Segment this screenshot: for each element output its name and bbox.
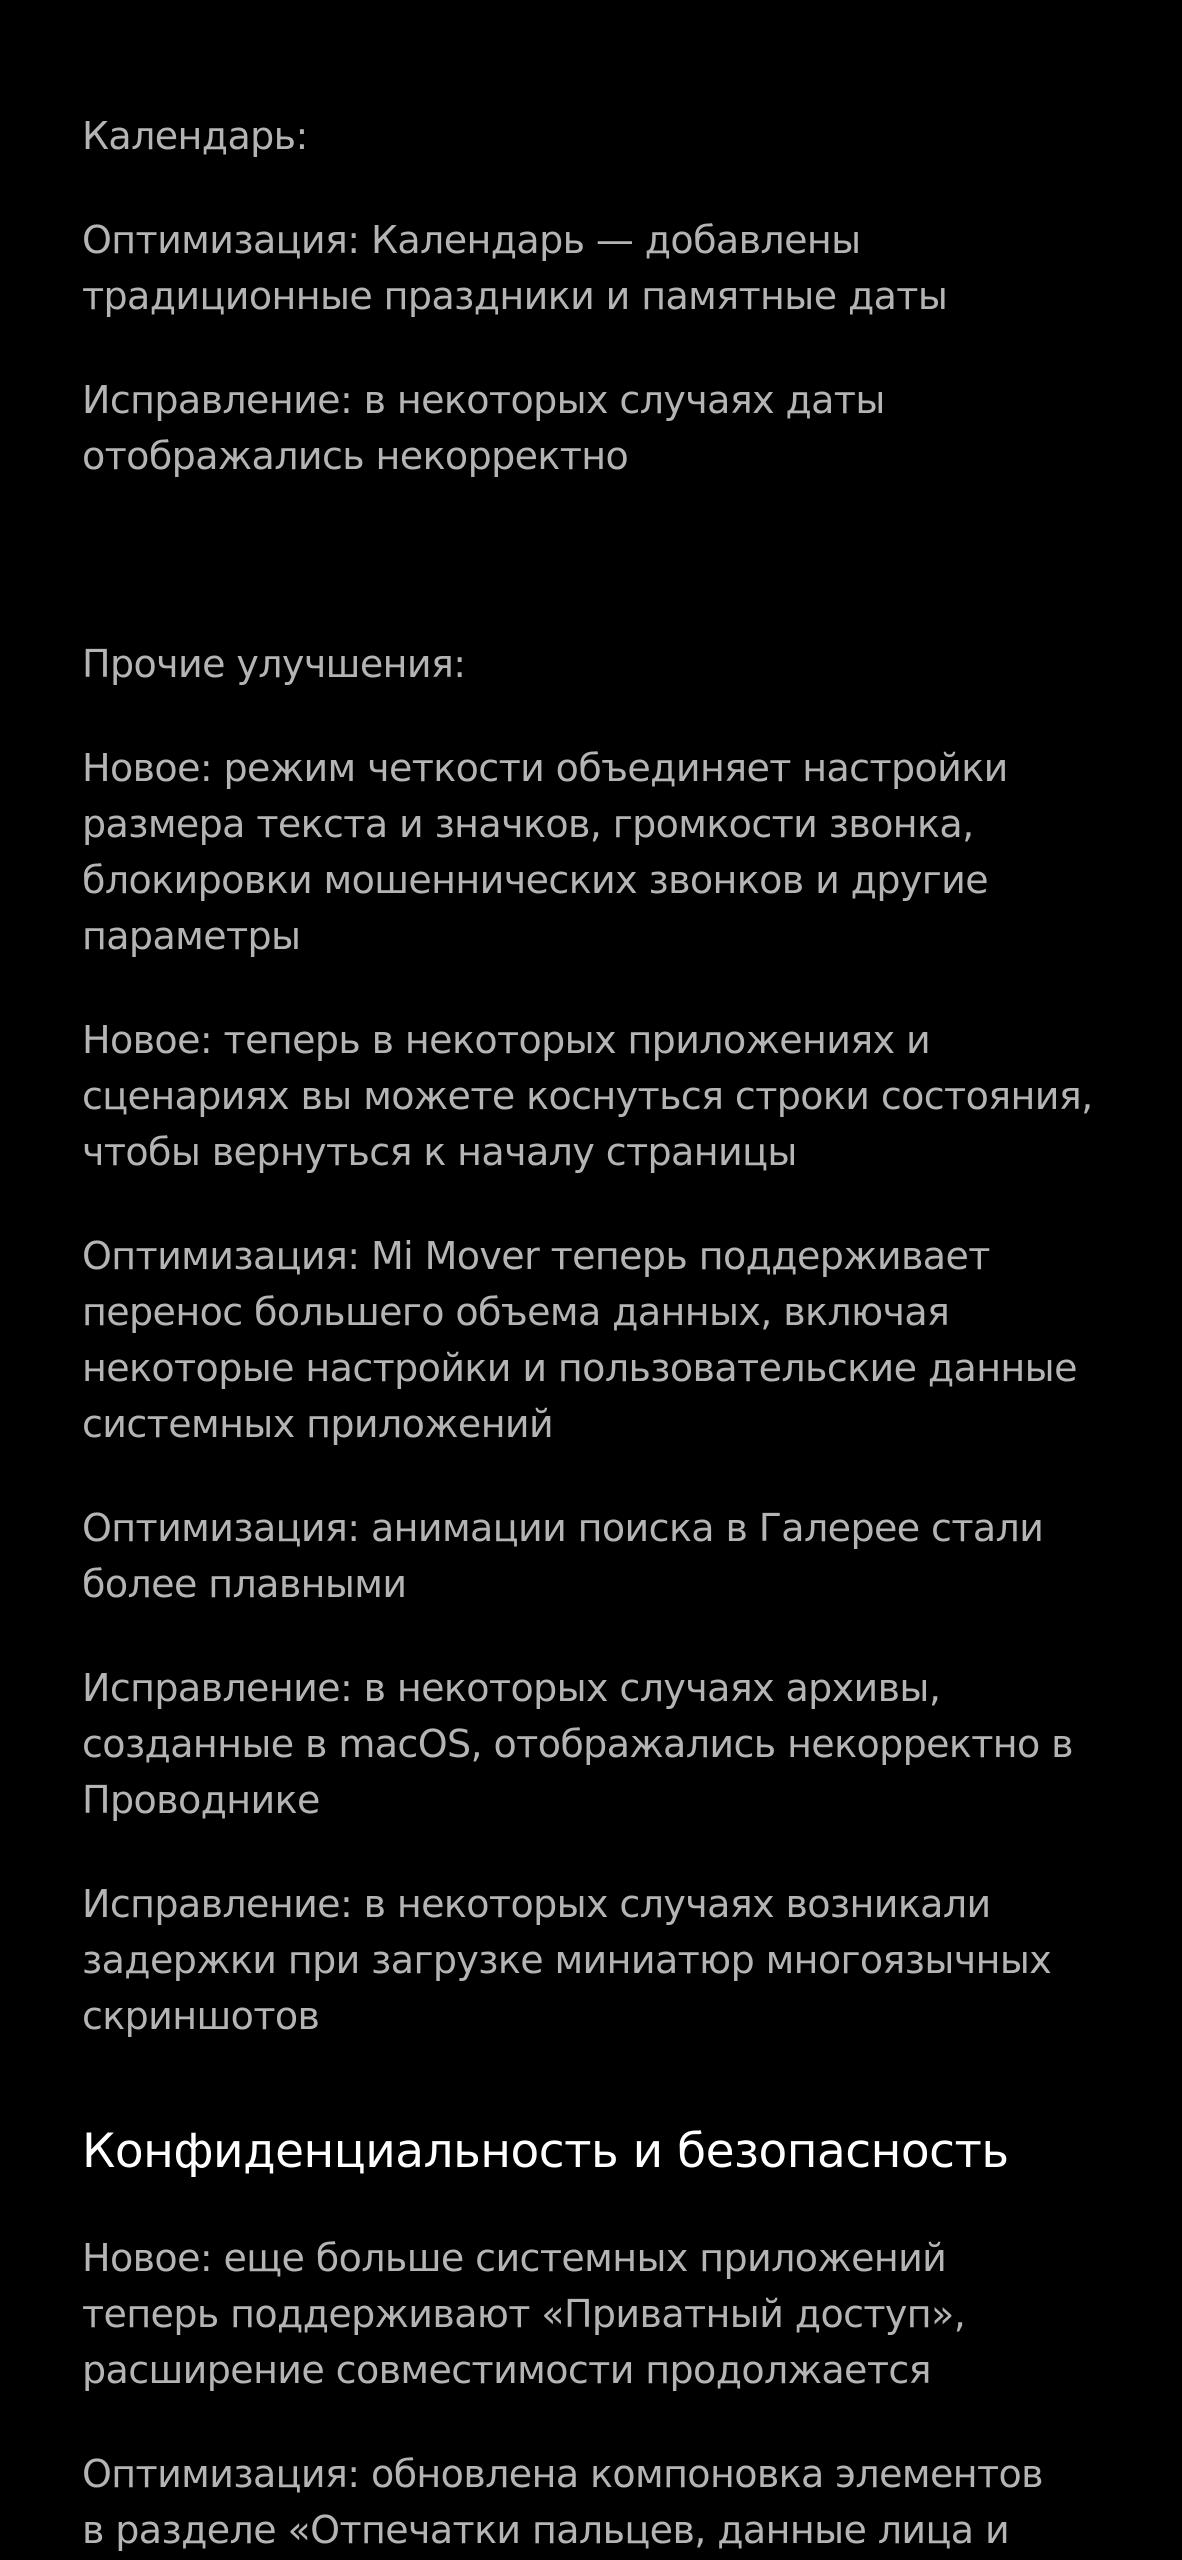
list-item: Оптимизация: анимации поиска в Галерее стали более плавными [82, 1506, 1044, 1606]
section-heading-privacy: Конфиденциальность и безопасность [82, 2124, 1009, 2179]
calendar-section [82, 108, 1122, 484]
list-item: Оптимизация: обновлена компоновка элементов в разделе «Отпечатки пальцев, данные лица и [82, 2452, 1043, 2552]
list-item: Исправление: в некоторых случаях даты отображались некорректно [82, 378, 885, 478]
list-item: Исправление: в некоторых случаях архивы, созданные в macOS, отображались некорректно в Проводнике [82, 1666, 1073, 1822]
list-item: Новое: теперь в некоторых приложениях и сценариях вы можете коснуться строки состояния, чтобы вернуться к началу страницы [82, 1018, 1093, 1174]
list-item: Исправление: в некоторых случаях возникали задержки при загрузке миниатюр многоязычных скриншотов [82, 1882, 1052, 2038]
privacy-section [82, 2120, 1122, 2558]
section-title-other: Прочие улучшения: [82, 642, 466, 686]
release-notes [82, 0, 1122, 2558]
list-item: Новое: режим четкости объединяет настройки размера текста и значков, громкости звонка, блокировки мошеннических звонков и другие параметры [82, 746, 1008, 958]
list-item: Оптимизация: Mi Mover теперь поддерживает перенос большего объема данных, включая некоторые настройки и пользовательские данные системных приложений [82, 1234, 1077, 1446]
list-item: Оптимизация: Календарь — добавлены традиционные праздники и памятные даты [82, 218, 948, 318]
other-improvements-section [82, 636, 1122, 2044]
list-item: Новое: еще больше системных приложений теперь поддерживают «Приватный доступ», расширение совместимости продолжается [82, 2236, 966, 2392]
section-title-calendar: Календарь: [82, 114, 308, 158]
